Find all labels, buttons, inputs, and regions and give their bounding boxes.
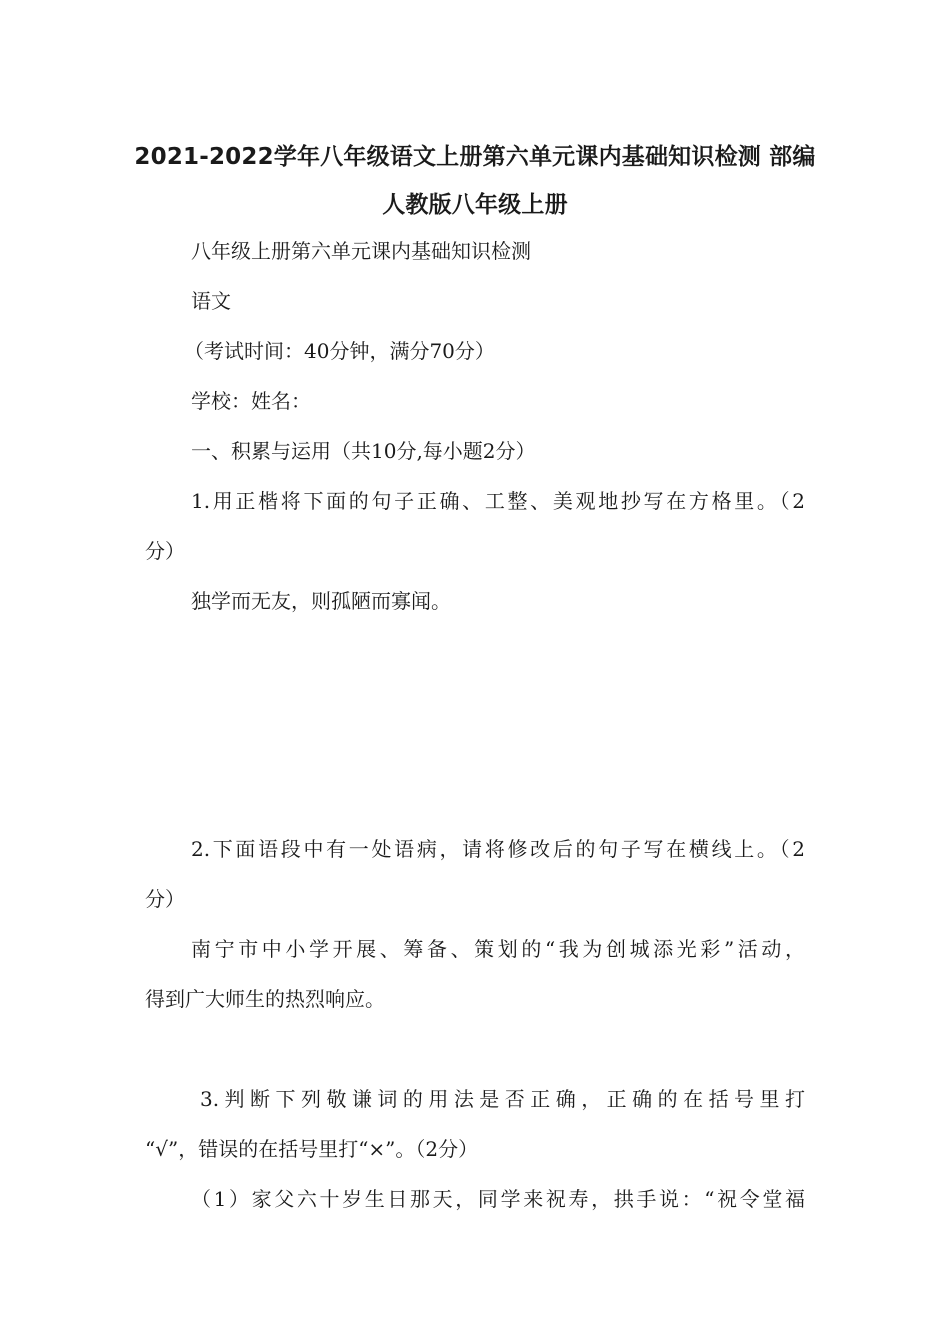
q1-line1: 1.用正楷将下面的句子正确、工整、美观地抄写在方格里。（2 [191, 489, 805, 513]
q3-line2: “√”，错误的在括号里打“×”。（2分） [145, 1137, 479, 1161]
subject: 语文 [191, 289, 231, 313]
section1-heading: 一、积累与运用（共10分,每小题2分） [191, 439, 536, 463]
subtitle: 八年级上册第六单元课内基础知识检测 [191, 239, 531, 263]
q1-line2: 分） [145, 539, 185, 563]
q1-sentence: 独学而无友，则孤陋而寡闻。 [191, 589, 451, 613]
q3-line1: 3.判断下列敬谦词的用法是否正确，正确的在括号里打 [200, 1087, 805, 1111]
q2-passage-line2: 得到广大师生的热烈响应。 [145, 987, 385, 1011]
q2-line1: 2.下面语段中有一处语病，请将修改后的句子写在横线上。（2 [191, 837, 805, 861]
exam-info: （考试时间：40分钟，满分70分） [184, 339, 495, 363]
q2-passage-line1: 南宁市中小学开展、筹备、策划的“我为创城添光彩”活动， [191, 937, 805, 961]
school-name-line: 学校：姓名： [191, 389, 311, 413]
q2-line2: 分） [145, 887, 185, 911]
document-title-line1: 2021-2022学年八年级语文上册第六单元课内基础知识检测 部编 [134, 144, 816, 170]
q3-item1: （1）家父六十岁生日那天，同学来祝寿，拱手说：“祝令堂福 [191, 1187, 805, 1211]
document-title-line2: 人教版八年级上册 [382, 192, 568, 218]
